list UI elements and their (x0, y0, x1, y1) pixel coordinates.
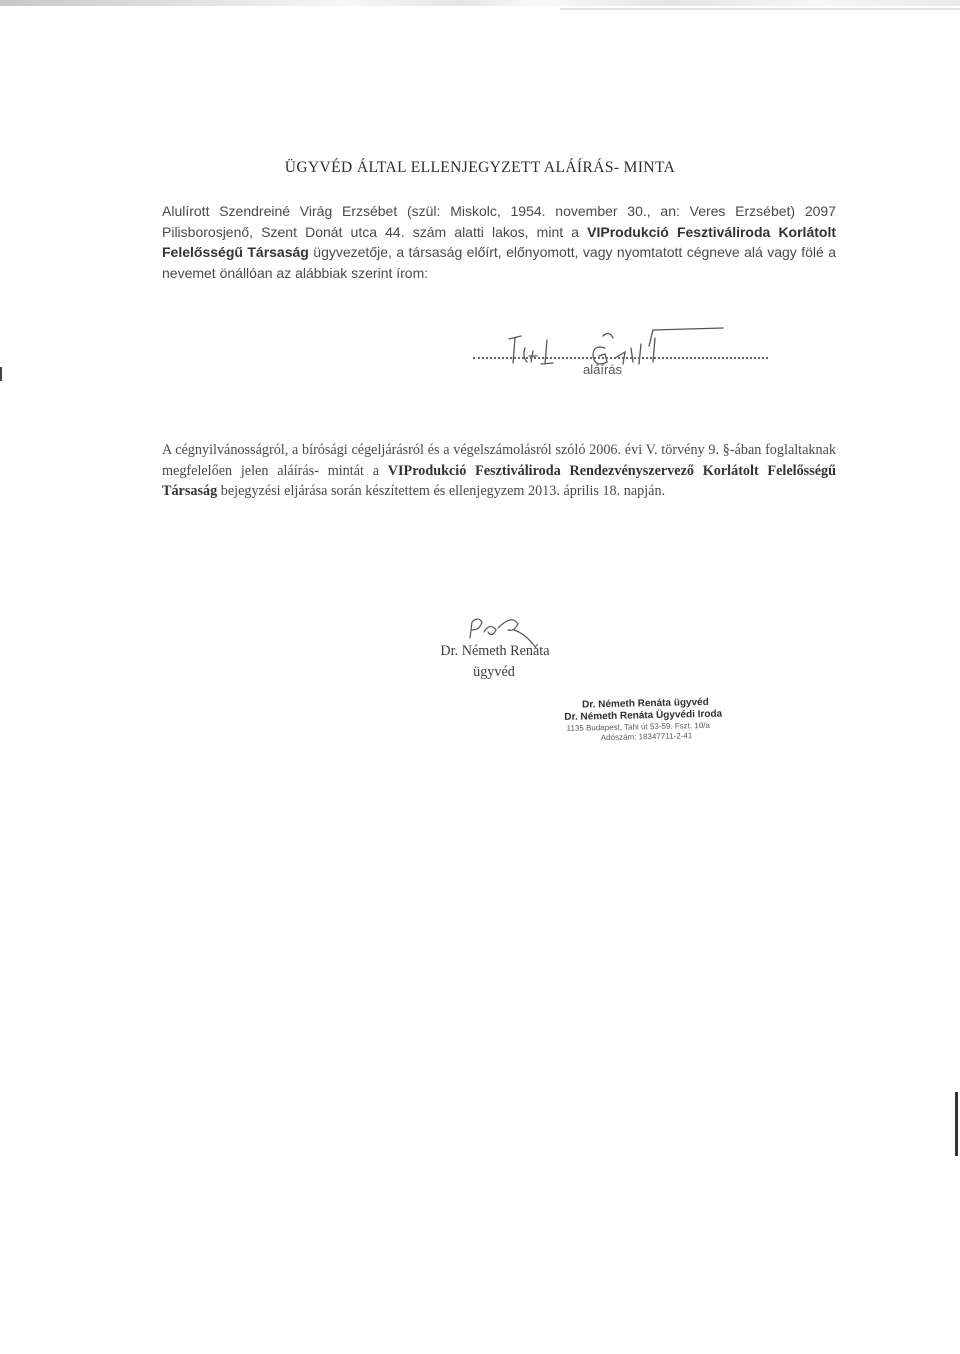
stamp-line-tax-number: Adószám: 18347711-2-41 (600, 731, 693, 743)
stamp-line-office: Dr. Németh Renáta Ügyvédi Iroda (564, 708, 723, 723)
stamp-line-lawyer: Dr. Németh Renáta ügyvéd (581, 696, 709, 711)
company-full-name: VIProdukció Fesztiváliroda Rendezvényszervező Korlátolt Felelősségű Társaság (162, 462, 836, 499)
attestation-intro: A cégnyilvánosságról, a bírósági cégeljárásról és a végelszámolásról szóló 2006. évi V. törvény 9. §-ában foglaltaknak megfelelően jelen aláírás- mintát a (162, 442, 836, 479)
company-name: VIProdukció Fesztiváliroda Korlátolt Felelősségű Társaság (162, 223, 836, 260)
declaration-intro: Alulírott Szendreiné Virág Erzsébet (szül: Miskolc, 1954. november 30., an: Veres Erzsébet) 2097 Pilisborosjenő, Szent Donát utca 44. szám alatti lakos, mint a (162, 203, 836, 240)
attestation-outro: bejegyzési eljárása során készítettem és ellenjegyzem 2013. április 18. napján. (220, 483, 666, 499)
signature-label: aláírás (582, 362, 623, 377)
declaration-outro: ügyvezetője, a társaság előírt, előnyomott, vagy nyomtatott cégneve alá vagy fölé a nevemet önállóan az alábbiak szerint írom: (162, 244, 836, 281)
stamp-line-address: 1135 Budapest, Tahi út 53-59. Fszt. 10/a (566, 720, 711, 733)
declaration-paragraph (162, 201, 836, 283)
law-office-stamp (560, 696, 771, 744)
scan-artifact-line (560, 8, 960, 10)
scan-artifact-top (0, 0, 960, 6)
manager-signature (475, 318, 775, 388)
signature-line (473, 357, 768, 359)
lawyer-title: ügyvéd (473, 664, 515, 680)
lawyer-name: Dr. Németh Renáta (440, 643, 550, 659)
scan-artifact-right (955, 1092, 958, 1156)
document-title: ÜGYVÉD ÁLTAL ELLENJEGYZETT ALÁÍRÁS- MINTA (284, 159, 676, 176)
attestation-paragraph (162, 440, 836, 502)
